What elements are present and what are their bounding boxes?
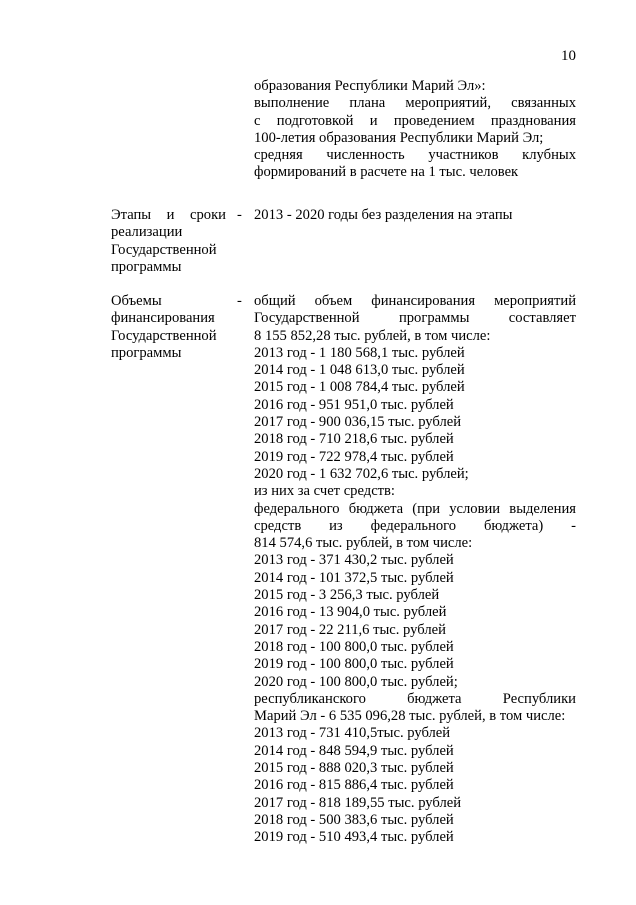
funding-value-line: 2020 год - 100 800,0 тыс. рублей; [254, 673, 458, 690]
funding-value-line: 8 155 852,28 тыс. рублей, в том числе: [254, 327, 491, 344]
funding-label-line: финансирования [111, 310, 215, 327]
funding-value-line: 2014 год - 1 048 613,0 тыс. рублей [254, 362, 465, 379]
row1-dash: - [237, 207, 242, 223]
funding-value-line: 2014 год - 101 372,5 тыс. рублей [254, 569, 454, 586]
stages-value-text: 2013 - 2020 годы без разделения на этапы [254, 207, 513, 223]
funding-value-line: 2016 год - 951 951,0 тыс. рублей [254, 396, 454, 413]
funding-value-line: 2017 год - 900 036,15 тыс. рублей [254, 414, 462, 431]
passport-text-continuation [254, 78, 576, 182]
funding-value [254, 293, 576, 847]
stages-label-line: программы [111, 258, 182, 275]
funding-value-line: 2013 год - 1 180 568,1 тыс. рублей [254, 344, 465, 361]
funding-value-line: общий объем финансирования мероприятий [254, 293, 576, 309]
funding-label [111, 293, 226, 362]
funding-value-line: 2018 год - 100 800,0 тыс. рублей [254, 638, 454, 655]
funding-value-line: 2015 год - 1 008 784,4 тыс. рублей [254, 379, 465, 396]
funding-value-line: 2014 год - 848 594,9 тыс. рублей [254, 742, 454, 759]
funding-value-line: 2020 год - 1 632 702,6 тыс. рублей; [254, 465, 469, 482]
funding-label-line: Государственной [111, 327, 217, 344]
funding-value-line: 2019 год - 722 978,4 тыс. рублей [254, 448, 454, 465]
funding-value-line: 2015 год - 888 020,3 тыс. рублей [254, 760, 454, 777]
stages-label-line: Этапы и сроки [111, 207, 226, 223]
funding-value-line: 2015 год - 3 256,3 тыс. рублей [254, 587, 440, 604]
top-block-line: формирований в расчете на 1 тыс. человек [254, 164, 519, 181]
stages-label [111, 207, 226, 276]
funding-value-line: 2016 год - 13 904,0 тыс. рублей [254, 604, 447, 621]
top-block-line: с подготовкой и проведением празднования [254, 112, 576, 129]
funding-value-line: 2019 год - 510 493,4 тыс. рублей [254, 829, 454, 846]
stages-label-line: реализации [111, 224, 183, 241]
top-block-line: выполнение плана мероприятий, связанных [254, 95, 576, 112]
funding-value-line: 2013 год - 731 410,5тыс. рублей [254, 725, 451, 742]
funding-value-line: 2013 год - 371 430,2 тыс. рублей [254, 552, 454, 569]
funding-value-line: Марий Эл - 6 535 096,28 тыс. рублей, в том числе: [254, 708, 566, 725]
funding-value-line: 2016 год - 815 886,4 тыс. рублей [254, 777, 454, 794]
funding-value-line: республиканского бюджета Республики [254, 690, 576, 707]
top-block-line: образования Республики Марий Эл»: [254, 78, 486, 94]
funding-value-line: федерального бюджета (при условии выделения [254, 500, 576, 517]
funding-value-line: из них за счет средств: [254, 483, 395, 500]
funding-label-line: программы [111, 344, 182, 361]
row2-dash: - [237, 293, 242, 309]
top-block-line: средняя численность участников клубных [254, 147, 576, 164]
funding-value-line: 814 574,6 тыс. рублей, в том числе: [254, 535, 473, 552]
top-block-line: 100-летия образования Республики Марий Эл; [254, 129, 544, 146]
funding-value-line: 2017 год - 818 189,55 тыс. рублей [254, 794, 462, 811]
funding-label-line: Объемы [111, 293, 162, 309]
page-number: 10 [561, 48, 576, 64]
funding-value-line: 2018 год - 500 383,6 тыс. рублей [254, 811, 454, 828]
funding-value-line: Государственной программы составляет [254, 310, 576, 327]
stages-value [254, 207, 576, 224]
stages-label-line: Государственной [111, 241, 217, 258]
funding-value-line: 2019 год - 100 800,0 тыс. рублей [254, 656, 454, 673]
funding-value-line: средств из федерального бюджета) - [254, 517, 576, 534]
funding-value-line: 2017 год - 22 211,6 тыс. рублей [254, 621, 446, 638]
funding-value-line: 2018 год - 710 218,6 тыс. рублей [254, 431, 454, 448]
